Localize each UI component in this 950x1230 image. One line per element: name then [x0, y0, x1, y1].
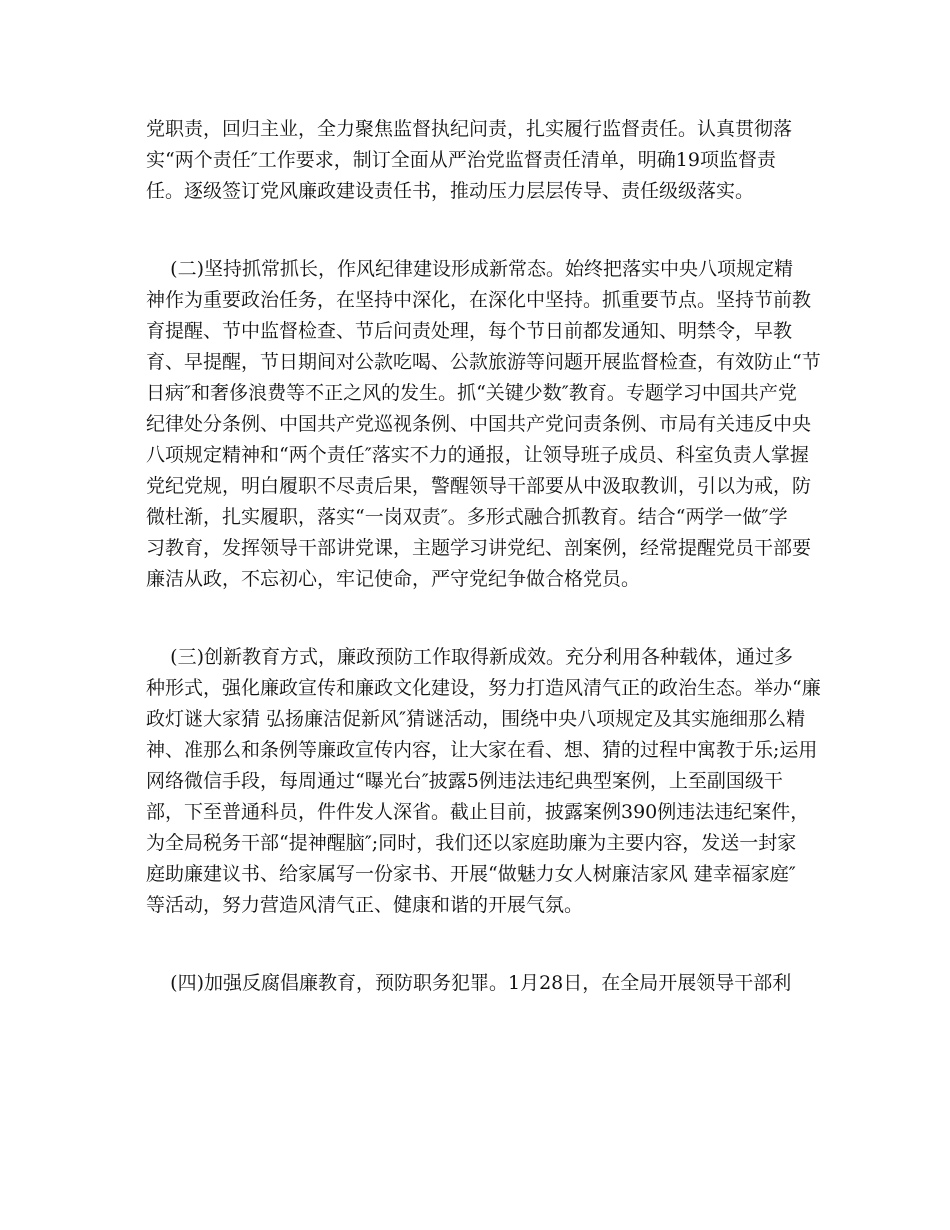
- text-line: 廉洁从政，不忘初心，牢记使命，严守党纪争做合格党员。: [146, 568, 641, 590]
- paragraph-3: [146, 642, 821, 921]
- text-line: 育提醒、节中监督检查、节后问责处理，每个节日前都发通知、明禁令，早教: [146, 320, 793, 342]
- text-line: 党职责，回归主业，全力聚焦监督执纪问责，扎实履行监督责任。认真贯彻落: [146, 118, 793, 140]
- text-line: 党纪党规，明白履职不尽责后果，警醒领导干部要从中汲取教训，引以为戒，防: [146, 475, 812, 497]
- text-line: 庭助廉建议书、给家属写一份家书、开展“做魅力女人树廉洁家风 建幸福家庭″: [146, 863, 796, 885]
- text-line: 微杜渐，扎实履职，落实“一岗双责″。多形式融合抓教育。结合“两学一做″学: [146, 506, 788, 528]
- paragraph-1: [146, 114, 806, 207]
- text-line: 日病″和奢侈浪费等不正之风的发生。抓“关键少数″教育。专题学习中国共产党: [146, 382, 797, 404]
- text-line: 育、早提醒，节日期间对公款吃喝、公款旅游等问题开展监督检查，有效防止“节: [146, 351, 821, 373]
- text-line: 神、准那么和条例等廉政宣传内容，让大家在看、想、猜的过程中寓教于乐;运用: [146, 739, 818, 761]
- text-line: 等活动，努力营造风清气正、健康和谐的开展气氛。: [146, 894, 584, 916]
- text-line: 种形式，强化廉政宣传和廉政文化建设，努力打造风清气正的政治生态。举办“廉: [146, 677, 821, 699]
- text-line: 政灯谜大家猜 弘扬廉洁促新风″猜谜活动，围绕中央八项规定及其实施细那么精: [146, 708, 806, 730]
- text-line: 实“两个责任″工作要求，制订全面从严治党监督责任清单，明确19项监督责: [146, 149, 776, 171]
- document-page: [146, 114, 821, 999]
- text-line: (三)创新教育方式，廉政预防工作取得新成效。充分利用各种载体，通过多: [146, 646, 793, 668]
- paragraph-4: [146, 968, 806, 999]
- text-line: 纪律处分条例、中国共产党巡视条例、中国共产党问责条例、市局有关违反中央: [146, 413, 812, 435]
- paragraph-gap: [146, 207, 806, 254]
- text-line: 八项规定精神和“两个责任″落实不力的通报，让领导班子成员、科室负责人掌握: [146, 444, 809, 466]
- text-line: 网络微信手段，每周通过“曝光台″披露5例违法违纪典型案例，上至副国级干: [146, 770, 783, 792]
- text-line: 部，下至普通科员，件件发人深省。截止目前，披露案例390例违法违纪案件，: [146, 801, 810, 823]
- text-line: (四)加强反腐倡廉教育，预防职务犯罪。1月28日，在全局开展领导干部利: [146, 972, 792, 994]
- text-line: (二)坚持抓常抓长，作风纪律建设形成新常态。始终把落实中央八项规定精: [146, 258, 793, 280]
- text-line: 为全局税务干部“提神醒脑″;同时，我们还以家庭助廉为主要内容，发送一封家: [146, 832, 797, 854]
- text-line: 任。逐级签订党风廉政建设责任书，推动压力层层传导、责任级级落实。: [146, 180, 755, 202]
- text-line: 神作为重要政治任务，在坚持中深化，在深化中坚持。抓重要节点。坚持节前教: [146, 289, 812, 311]
- text-line: 习教育，发挥领导干部讲党课，主题学习讲党纪、剖案例，经常提醒党员干部要: [146, 537, 812, 559]
- paragraph-2: [146, 254, 821, 595]
- paragraph-gap: [146, 921, 806, 968]
- paragraph-gap: [146, 595, 806, 642]
